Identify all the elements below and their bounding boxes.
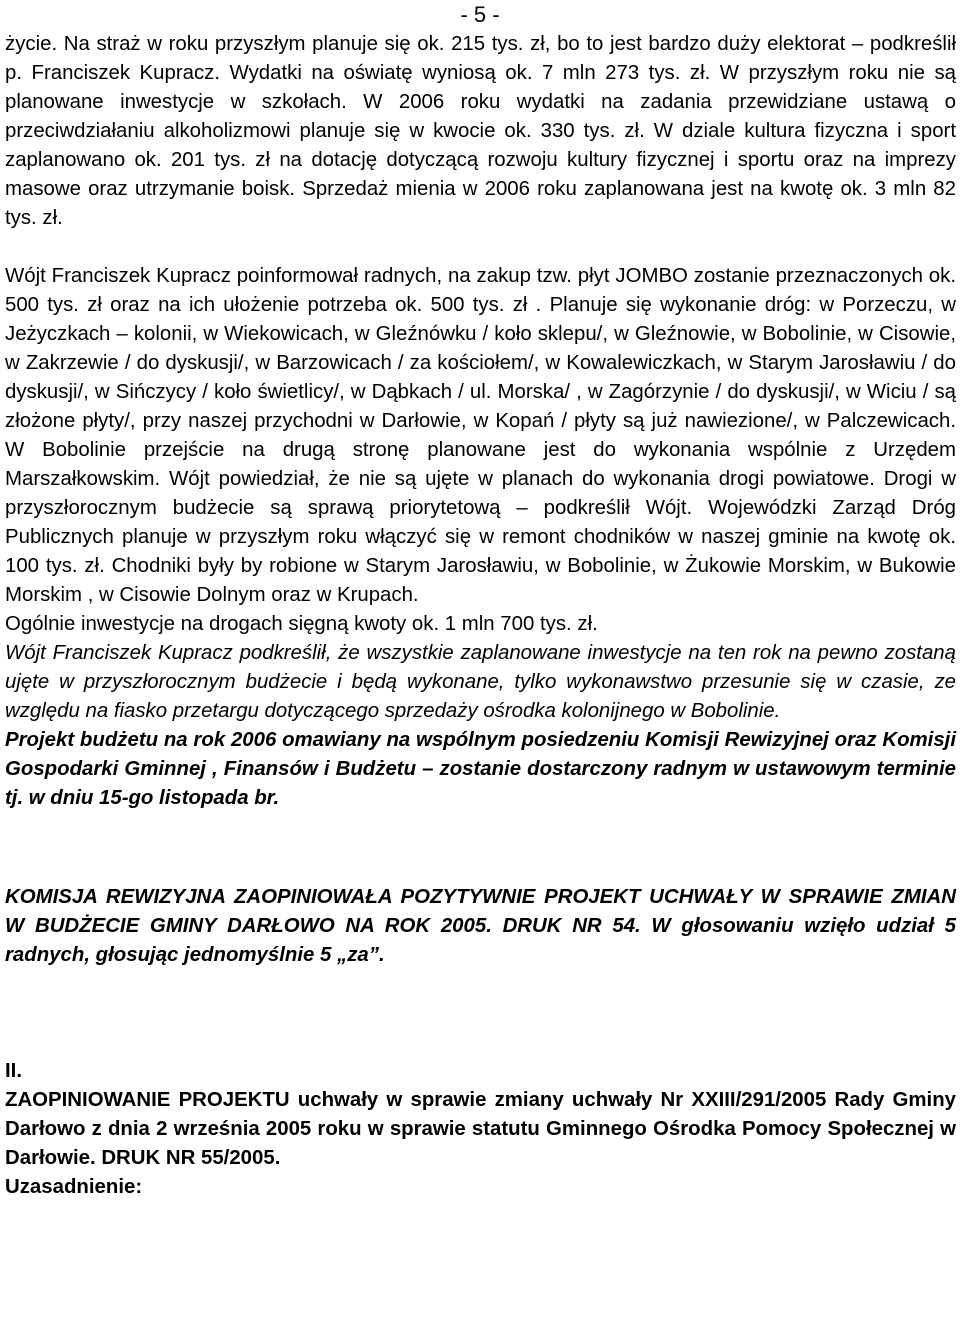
paragraph-budget-overview: życie. Na straż w roku przyszłym planuje się ok. 215 tys. zł, bo to jest bardzo duży elektorat – podkreślił p. Franciszek Kupracz. Wydatki na oświatę wyniosą ok. 7 mln 273 tys. zł. W przyszłym roku nie są planowane inwestycje w szkołach. W 2006 roku wydatki na zadania przewidziane ustawą o przeciwdziałaniu alkoholizmowi planuje się w kwocie ok. 330 tys. zł. W dziale kultura fizyczna i sport zaplanowano ok. 201 tys. zł na dotację dotyczącą rozwoju kultury fizycznej i sportu oraz na imprezy masowe oraz utrzymanie boisk. Sprzedaż mienia w 2006 roku zaplanowana jest na kwotę ok. 3 mln 82 tys. zł. <box>5 33 956 229</box>
page-number: - 5 - <box>460 2 500 27</box>
paragraph-resolution-project: ZAOPINIOWANIE PROJEKTU uchwały w sprawie zmiany uchwały Nr XXIII/291/2005 Rady Gminy Darłowo z dnia 2 września 2005 roku w sprawie statutu Gminnego Ośrodka Pomocy Społecznej w Darłowie. DRUK NR 55/2005. <box>5 1089 956 1169</box>
document-body <box>5 30 956 1202</box>
paragraph-wojt-statement: Wójt Franciszek Kupracz podkreślił, że wszystkie zaplanowane inwestycje na ten rok na pewno zostaną ujęte w przyszłorocznym budżecie i będą wykonane, tylko wykonawstwo przesunie się w czasie, ze względu na fiasko przetargu dotyczącego sprzedaży ośrodka kolonijnego w Bobolinie. <box>5 642 956 722</box>
paragraph-commission-opinion: KOMISJA REWIZYJNA ZAOPINIOWAŁA POZYTYWNIE PROJEKT UCHWAŁY W SPRAWIE ZMIAN W BUDŻECIE GMINY DARŁOWO NA ROK 2005. DRUK NR 54. W głosowaniu wzięło udział 5 radnych, głosując jednomyślnie 5 „za”. <box>5 886 956 966</box>
paragraph-road-investments: Wójt Franciszek Kupracz poinformował radnych, na zakup tzw. płyt JOMBO zostanie przeznaczonych ok. 500 tys. zł oraz na ich ułożenie potrzeba ok. 500 tys. zł . Planuje się wykonanie dróg: w Porzeczu, w Jeżyczkach – kolonii, w Wiekowicach, w Gleźnówku / koło sklepu/, w Gleźnowie, w Bobolinie, w Cisowie, w Zakrzewie / do dyskusji/, w Barzowicach / za kościołem/, w Kowalewiczkach, w Starym Jarosławiu / do dyskusji/, w Sińczycy / koło świetlicy/, w Dąbkach / ul. Morska/ , w Zagórzynie / do dyskusji/, w Wiciu / są złożone płyty/, przy naszej przychodni w Darłowie, w Kopań / płyty są już nawiezione/, w Palczewicach. W Bobolinie przejście na drugą stronę planowane jest do wykonania wspólnie z Urzędem Marszałkowskim. Wójt powiedział, że nie są ujęte w planach do wykonania drogi powiatowe. Drogi w przyszłorocznym budżecie są sprawą priorytetową – podkreślił Wójt. Wojewódzki Zarząd Dróg Publicznych planuje w przyszłym roku włączyć się w remont chodników w naszej gminie na kwotę ok. 100 tys. zł. Chodniki były by robione w Starym Jarosławiu, w Bobolinie, w Żukowie Morskim, w Bukowie Morskim , w Cisowie Dolnym oraz w Krupach. <box>5 265 956 606</box>
paragraph-justification-heading: Uzasadnienie: <box>5 1176 143 1198</box>
section-number: II. <box>5 1060 22 1082</box>
paragraph-road-total: Ogólnie inwestycje na drogach sięgną kwoty ok. 1 mln 700 tys. zł. <box>5 613 598 635</box>
paragraph-budget-project-note: Projekt budżetu na rok 2006 omawiany na wspólnym posiedzeniu Komisji Rewizyjnej oraz Komisji Gospodarki Gminnej , Finansów i Budżetu – zostanie dostarczony radnym w ustawowym terminie tj. w dniu 15-go listopada br. <box>5 729 956 809</box>
